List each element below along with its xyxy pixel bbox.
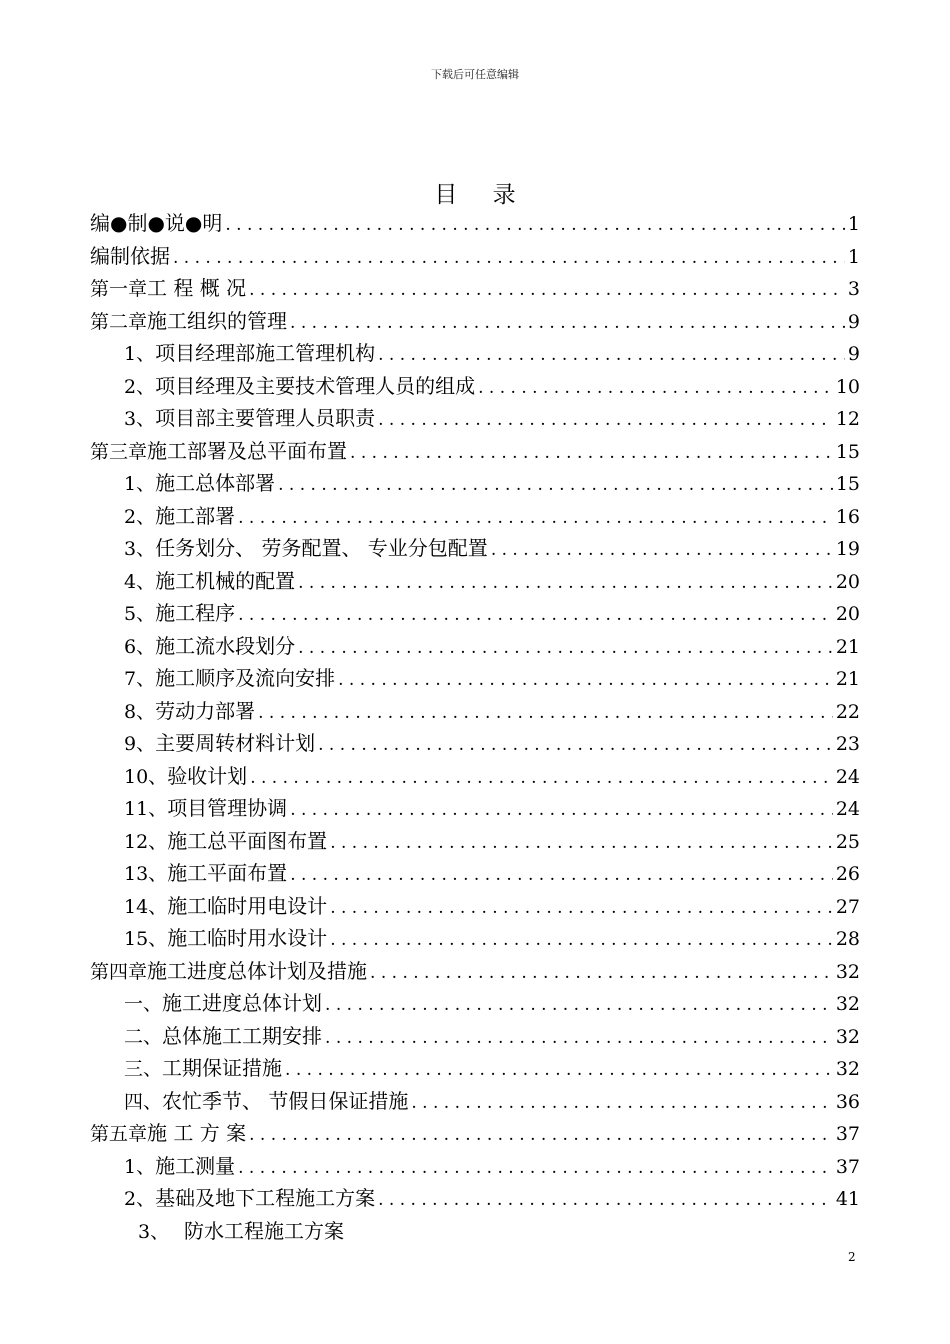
toc-leader-dots — [290, 794, 833, 827]
toc-leader-dots — [258, 697, 833, 730]
toc-entry-title: 施工部署 — [155, 503, 236, 528]
toc-entry[interactable] — [90, 305, 860, 338]
toc-entry[interactable] — [90, 435, 860, 468]
toc-entry-title: 主要周转材料计划 — [155, 731, 316, 755]
toc-entry[interactable] — [90, 1150, 860, 1183]
toc-entry-title: 施工临时用水设计 — [167, 926, 328, 950]
toc-entry-title: 施工顺序及流向安排 — [155, 666, 336, 690]
toc-entry-page: 22 — [835, 700, 860, 723]
toc-leader-dots — [378, 339, 845, 372]
toc-entry-title: 总体施工工期安排 — [162, 1023, 323, 1048]
toc-entry-page: 27 — [835, 895, 860, 918]
toc-entry[interactable] — [90, 792, 860, 825]
toc-entry-number: 第五章 — [90, 1123, 148, 1145]
toc-entry-title: 施工机械的配置 — [155, 568, 296, 593]
toc-leader-dots — [285, 1054, 833, 1087]
toc-entry[interactable] — [90, 532, 860, 565]
toc-entry-number: 6、 — [124, 635, 156, 658]
toc-entry-page: 25 — [835, 830, 860, 853]
toc-entry-title: 施工程序 — [155, 601, 236, 625]
toc-entry-number: 1、 — [124, 473, 156, 495]
toc-entry-title: 工 程 概 况 — [147, 276, 247, 300]
toc-entry[interactable] — [90, 597, 860, 630]
toc-entry[interactable] — [90, 857, 860, 890]
toc-leader-dots — [238, 599, 833, 632]
toc-entry-page: 32 — [835, 1058, 860, 1080]
toc-leader-dots — [491, 534, 833, 567]
table-of-contents — [90, 207, 860, 1247]
toc-entry[interactable] — [90, 760, 860, 793]
toc-entry-page: 1 — [847, 213, 860, 235]
page-header: 下载后可任意编辑 — [431, 68, 519, 81]
toc-entry-page: 23 — [835, 733, 860, 755]
toc-entry-page: 21 — [835, 635, 860, 658]
toc-entry-page: 3 — [847, 278, 860, 300]
toc-entry-page: 9 — [847, 343, 860, 365]
toc-entry-number: 11、 — [124, 798, 168, 820]
toc-entry-number: 1、 — [124, 1155, 156, 1178]
toc-entry[interactable] — [90, 825, 860, 858]
toc-leader-dots — [173, 242, 845, 275]
toc-entry-title: 编制依据 — [90, 243, 170, 268]
toc-entry-number: 14、 — [124, 895, 168, 918]
toc-leader-dots — [250, 762, 833, 795]
toc-entry-page: 15 — [835, 473, 860, 495]
toc-entry-number: 2、 — [124, 505, 156, 528]
toc-leader-dots — [478, 372, 833, 405]
toc-entry-number: 三、 — [124, 1058, 163, 1080]
toc-entry-title: 施工进度总体计划 — [162, 991, 323, 1015]
toc-entry-number: 四、 — [124, 1090, 163, 1113]
toc-leader-dots — [238, 1152, 833, 1185]
toc-leader-dots — [378, 1184, 833, 1217]
toc-entry[interactable] — [90, 272, 860, 305]
toc-entry[interactable] — [90, 922, 860, 955]
toc-leader-dots — [378, 404, 833, 437]
toc-entry-page: 20 — [835, 570, 860, 593]
toc-entry[interactable] — [90, 890, 860, 923]
toc-entry[interactable] — [90, 662, 860, 695]
toc-entry-page: 16 — [835, 505, 860, 528]
toc-entry-page: 37 — [835, 1123, 860, 1145]
toc-entry[interactable] — [90, 955, 860, 988]
toc-entry-title: 施工进度总体计划及措施 — [147, 958, 368, 983]
toc-entry-page: 21 — [835, 668, 860, 690]
toc-entry-page: 20 — [835, 603, 860, 625]
toc-entry[interactable] — [90, 1182, 860, 1215]
toc-entry-number: 2、 — [124, 1188, 156, 1210]
toc-entry[interactable] — [90, 240, 860, 273]
toc-entry-title: 任务划分、 劳务配置、 专业分包配置 — [155, 536, 488, 560]
toc-entry-number: 二、 — [124, 1025, 163, 1048]
toc-entry-title: 劳动力部署 — [155, 698, 256, 723]
toc-entry-number: 4、 — [124, 570, 156, 593]
toc-entry-page: 24 — [835, 765, 860, 788]
toc-entry-page: 32 — [835, 1025, 860, 1048]
toc-entry-page: 41 — [835, 1188, 860, 1210]
toc-entry-title: 验收计划 — [167, 763, 248, 788]
toc-leader-dots — [290, 307, 845, 340]
toc-leader-dots — [411, 1087, 832, 1120]
toc-entry-page: 26 — [835, 863, 860, 885]
toc-leader-dots — [278, 469, 833, 502]
toc-entry[interactable] — [90, 727, 860, 760]
toc-entry-number: 10、 — [124, 765, 168, 788]
toc-entry[interactable] — [90, 467, 860, 500]
toc-leader-dots — [238, 502, 833, 535]
toc-entry-number: 9、 — [124, 733, 156, 755]
page-number: 2 — [848, 1250, 856, 1264]
toc-leader-dots — [370, 957, 833, 990]
toc-entry[interactable] — [90, 1117, 860, 1150]
toc-entry-number: 第三章 — [90, 440, 148, 463]
toc-entry-title: 施工部署及总平面布置 — [147, 438, 348, 463]
toc-entry-title: 农忙季节、 节假日保证措施 — [162, 1088, 409, 1113]
toc-entry-title: 施工总体部署 — [155, 471, 276, 495]
toc-entry[interactable] — [90, 370, 860, 403]
toc-entry[interactable] — [90, 500, 860, 533]
toc-entry-title: 施工组织的管理 — [147, 308, 288, 333]
toc-entry-page: 10 — [835, 375, 860, 398]
toc-entry-page: 15 — [835, 440, 860, 463]
toc-entry[interactable] — [90, 1020, 860, 1053]
toc-leader-dots — [249, 1119, 833, 1152]
toc-entry-page: 1 — [847, 245, 860, 268]
toc-leader-dots — [225, 209, 845, 242]
toc-leader-dots — [249, 274, 845, 307]
toc-leader-dots — [350, 437, 833, 470]
toc-entry-title: 项目经理部施工管理机构 — [155, 341, 376, 365]
toc-entry-number: 12、 — [124, 830, 168, 853]
toc-entry-title: 编●制●说●明 — [90, 211, 223, 235]
toc-entry-number: 2、 — [124, 375, 156, 398]
toc-entry-page: 19 — [835, 538, 860, 560]
toc-entry-page: 36 — [835, 1090, 860, 1113]
toc-entry-number: 一、 — [124, 993, 163, 1015]
toc-entry[interactable] — [90, 1052, 860, 1085]
toc-entry[interactable] — [90, 565, 860, 598]
toc-entry[interactable] — [90, 207, 860, 240]
toc-entry[interactable] — [90, 1215, 860, 1248]
toc-entry-title: 项目部主要管理人员职责 — [155, 406, 376, 430]
toc-entry-page: 28 — [835, 928, 860, 950]
toc-entry-number: 3、 — [124, 538, 156, 560]
toc-entry-title: 施 工 方 案 — [147, 1121, 247, 1145]
toc-leader-dots — [318, 729, 833, 762]
toc-leader-dots — [298, 632, 833, 665]
toc-entry-page: 32 — [835, 993, 860, 1015]
toc-entry-number: 第二章 — [90, 310, 148, 333]
toc-entry-number: 第一章 — [90, 278, 148, 300]
toc-entry-number: 8、 — [124, 700, 156, 723]
toc-leader-dots — [298, 567, 833, 600]
toc-entry-page: 12 — [835, 408, 860, 430]
toc-entry-number: 5、 — [124, 603, 156, 625]
toc-entry-page: 9 — [847, 310, 860, 333]
toc-entry-title: 工期保证措施 — [162, 1056, 283, 1080]
toc-entry-number: 7、 — [124, 668, 156, 690]
toc-entry-title: 施工测量 — [155, 1153, 236, 1178]
toc-entry[interactable] — [90, 987, 860, 1020]
toc-leader-dots — [290, 859, 833, 892]
toc-entry-number: 第四章 — [90, 960, 148, 983]
toc-leader-dots — [325, 989, 833, 1022]
toc-entry-number: 15、 — [124, 928, 168, 950]
toc-entry-title: 防水工程施工方案 — [184, 1218, 344, 1243]
toc-entry-title: 基础及地下工程施工方案 — [155, 1186, 376, 1210]
toc-title: 目 录 — [434, 182, 530, 208]
toc-entry-page: 32 — [835, 960, 860, 983]
toc-entry[interactable] — [90, 630, 860, 663]
toc-entry-number: 3、 — [124, 408, 156, 430]
toc-entry-title: 施工流水段划分 — [155, 633, 296, 658]
toc-entry[interactable] — [90, 1085, 860, 1118]
toc-entry-title: 施工平面布置 — [167, 861, 288, 885]
toc-entry-title: 项目管理协调 — [167, 796, 288, 820]
toc-entry-title: 施工临时用电设计 — [167, 893, 328, 918]
toc-leader-dots — [338, 664, 833, 697]
toc-entry-title: 施工总平面图布置 — [167, 828, 328, 853]
toc-entry-number: 1、 — [124, 343, 156, 365]
toc-entry-number: 13、 — [124, 863, 168, 885]
toc-entry-title: 项目经理及主要技术管理人员的组成 — [155, 373, 476, 398]
toc-leader-dots — [330, 827, 833, 860]
toc-entry-page: 24 — [835, 798, 860, 820]
toc-entry-page: 37 — [835, 1155, 860, 1178]
toc-leader-dots — [330, 924, 833, 957]
toc-entry[interactable] — [90, 337, 860, 370]
toc-entry[interactable] — [90, 402, 860, 435]
toc-leader-dots — [330, 892, 833, 925]
toc-leader-dots — [325, 1022, 833, 1055]
toc-entry[interactable] — [90, 695, 860, 728]
toc-entry-number: 3、 — [138, 1220, 170, 1243]
